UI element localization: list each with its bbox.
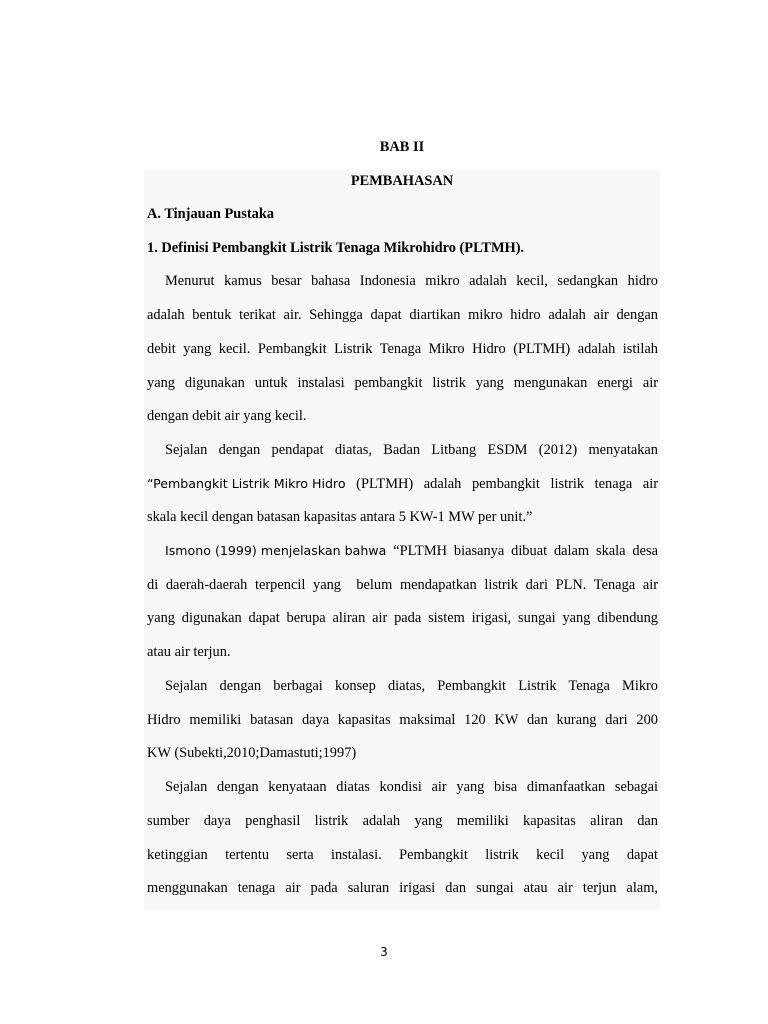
page-number: 3: [380, 945, 388, 959]
paragraph-line: Sejalan dengan berbagai konsep diatas, Pembangkit Listrik Tenaga Mikro: [165, 678, 658, 694]
paragraph-line: Hidro memiliki batasan daya kapasitas maksimal 120 KW dan kurang dari 200: [147, 712, 658, 728]
chapter-title: PEMBAHASAN: [350, 173, 454, 189]
paragraph-line: atau air terjun.: [147, 644, 231, 660]
paragraph-line: [147, 474, 658, 494]
citation-text: Ismono (1999) menjelaskan bahwa: [165, 543, 387, 558]
paragraph-line: di daerah-daerah terpencil yang belum mendapatkan listrik dari PLN. Tenaga air: [147, 577, 658, 593]
paragraph-line: ketinggian tertentu serta instalasi. Pembangkit listrik kecil yang dapat: [147, 847, 658, 863]
paragraph-line: dengan debit air yang kecil.: [147, 408, 307, 424]
paragraph-text: “PLTMH biasanya dibuat dalam skala desa: [386, 543, 658, 559]
paragraph-line: KW (Subekti,2010;Damastuti;1997): [147, 745, 357, 761]
paragraph-line: debit yang kecil. Pembangkit Listrik Tenaga Mikro Hidro (PLTMH) adalah istilah: [147, 341, 658, 357]
paragraph-line: sumber daya penghasil listrik adalah yang memiliki kapasitas aliran dan: [147, 813, 658, 829]
quote-text: “Pembangkit Listrik Mikro Hidro: [147, 476, 346, 491]
paragraph-line: adalah bentuk terikat air. Sehingga dapat diartikan mikro hidro adalah air dengan: [147, 307, 658, 323]
paragraph-line: Sejalan dengan kenyataan diatas kondisi air yang bisa dimanfaatkan sebagai: [165, 779, 658, 795]
section-heading: A. Tinjauan Pustaka: [147, 206, 275, 222]
paragraph-line: yang digunakan untuk instalasi pembangkit listrik yang mengunakan energi air: [147, 375, 658, 391]
paragraph-line: skala kecil dengan batasan kapasitas antara 5 KW-1 MW per unit.”: [147, 509, 533, 525]
paragraph-line: Sejalan dengan pendapat diatas, Badan Litbang ESDM (2012) menyatakan: [165, 442, 658, 458]
subsection-heading: 1. Definisi Pembangkit Listrik Tenaga Mikrohidro (PLTMH).: [147, 240, 525, 256]
paragraph-line: [147, 541, 658, 561]
paragraph-line: menggunakan tenaga air pada saluran irigasi dan sungai atau air terjun alam,: [147, 880, 658, 896]
paragraph-line: Menurut kamus besar bahasa Indonesia mikro adalah kecil, sedangkan hidro: [165, 273, 658, 289]
chapter-heading: BAB II: [379, 139, 425, 155]
paragraph-line: yang digunakan dapat berupa aliran air pada sistem irigasi, sungai yang dibendung: [147, 610, 658, 626]
paragraph-text: (PLTMH) adalah pembangkit listrik tenaga air: [345, 476, 658, 492]
